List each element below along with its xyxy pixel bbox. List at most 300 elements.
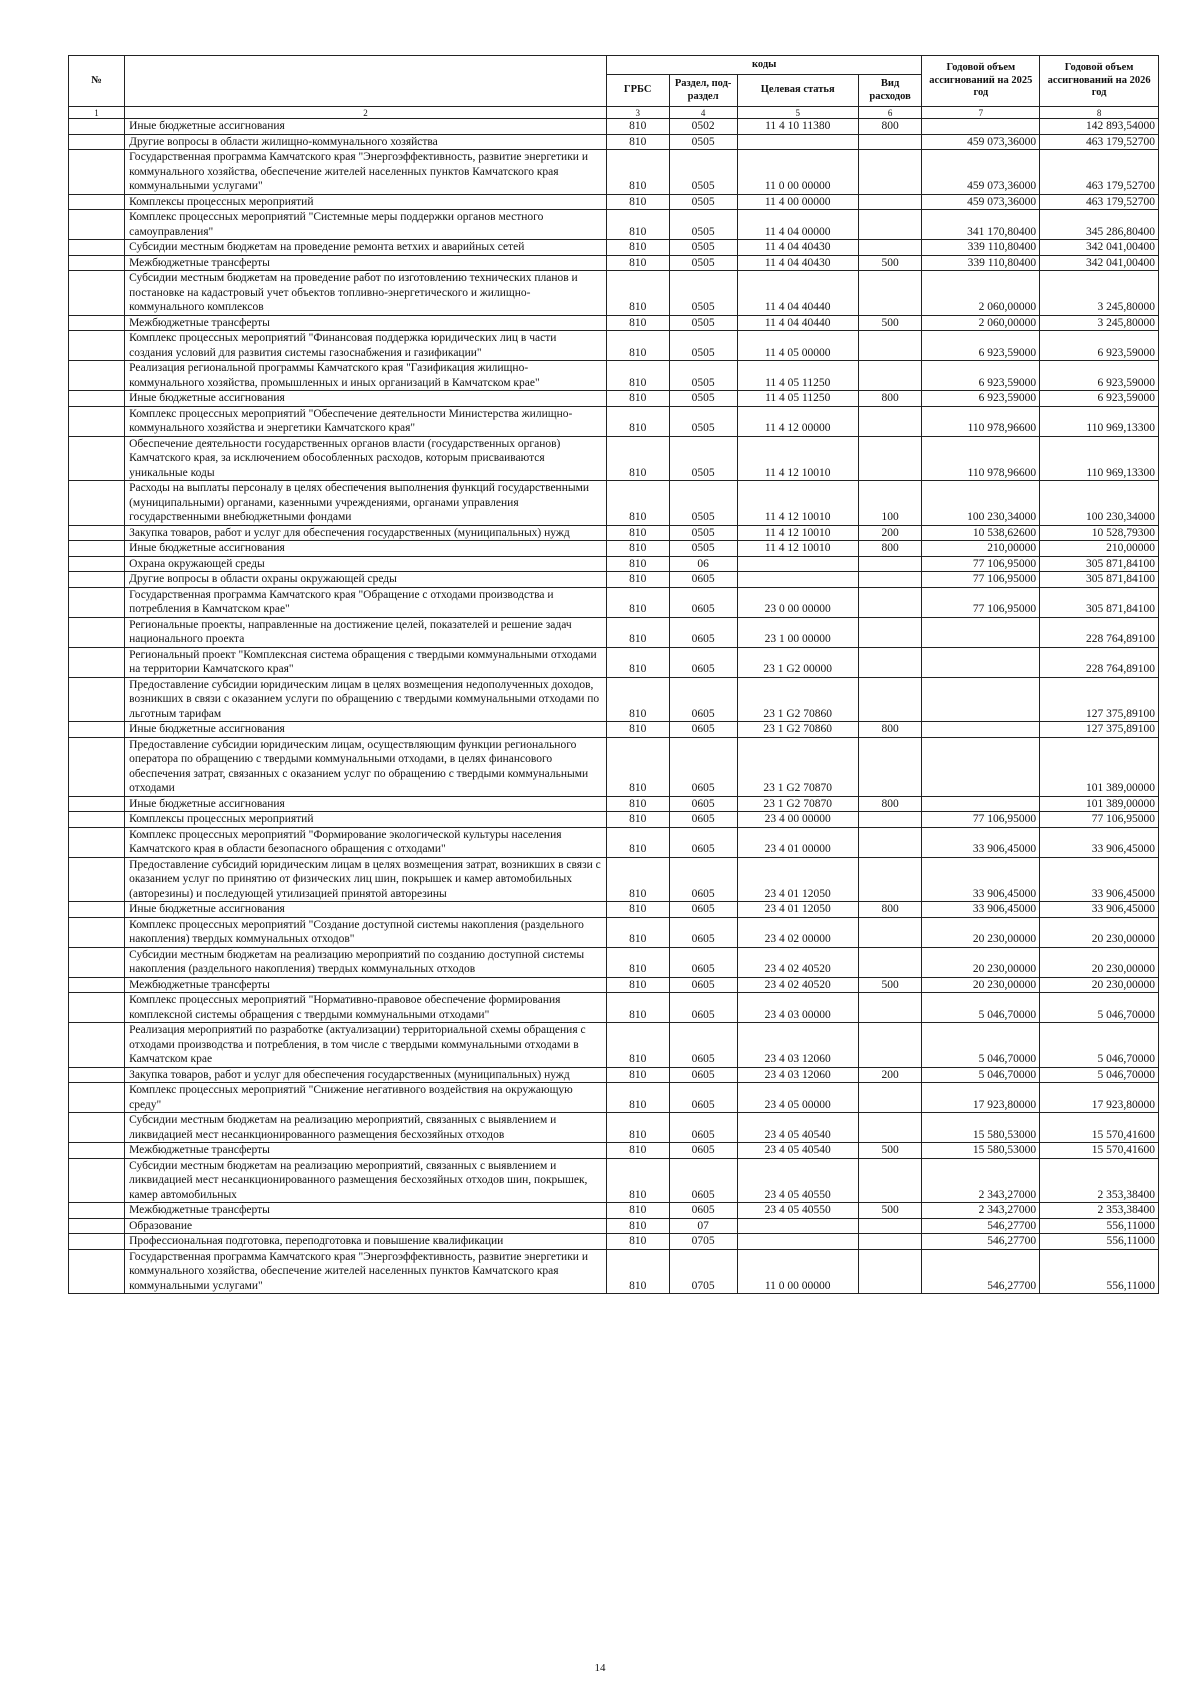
cell-2025	[922, 677, 1040, 722]
cell-2025: 459 073,36000	[922, 194, 1040, 210]
cell-target: 23 4 01 12050	[737, 857, 858, 902]
table-row	[69, 194, 1159, 210]
cell-target: 23 1 G2 00000	[737, 647, 858, 677]
cell-exptype	[858, 1023, 922, 1068]
cell-2026: 6 923,59000	[1040, 391, 1159, 407]
cell-2026: 210,00000	[1040, 541, 1159, 557]
table-row	[69, 1234, 1159, 1250]
cell-section: 0505	[669, 406, 737, 436]
cell-name: Иные бюджетные ассигнования	[125, 119, 607, 135]
cell-no	[69, 827, 125, 857]
header-codes: коды	[606, 56, 922, 75]
cell-grbs: 810	[606, 134, 669, 150]
header-2026: Годовой объем ассигнований на 2026 год	[1040, 56, 1159, 107]
cell-target: 23 1 G2 70870	[737, 796, 858, 812]
cell-2025: 210,00000	[922, 541, 1040, 557]
table-row	[69, 1203, 1159, 1219]
header-grbs: ГРБС	[606, 75, 669, 107]
cell-section: 0605	[669, 827, 737, 857]
cell-name: Иные бюджетные ассигнования	[125, 796, 607, 812]
cell-name: Комплекс процессных мероприятий "Снижение негативного воздействия на окружающую среду"	[125, 1083, 607, 1113]
cell-no	[69, 556, 125, 572]
cell-section: 0605	[669, 1203, 737, 1219]
cell-exptype: 500	[858, 315, 922, 331]
cell-grbs: 810	[606, 331, 669, 361]
cell-exptype	[858, 194, 922, 210]
table-row	[69, 391, 1159, 407]
cell-no	[69, 436, 125, 481]
cell-section: 0605	[669, 677, 737, 722]
cell-exptype	[858, 1249, 922, 1294]
cell-2026: 110 969,13300	[1040, 406, 1159, 436]
cell-2026: 3 245,80000	[1040, 315, 1159, 331]
cell-grbs: 810	[606, 796, 669, 812]
table-row	[69, 406, 1159, 436]
cell-target: 23 4 03 00000	[737, 993, 858, 1023]
cell-section: 0605	[669, 796, 737, 812]
cell-target: 11 4 04 40430	[737, 240, 858, 256]
cell-grbs: 810	[606, 240, 669, 256]
cell-section: 0605	[669, 993, 737, 1023]
cell-no	[69, 796, 125, 812]
cell-2026: 17 923,80000	[1040, 1083, 1159, 1113]
cell-2026: 463 179,52700	[1040, 194, 1159, 210]
cell-2025: 20 230,00000	[922, 977, 1040, 993]
cell-2026: 33 906,45000	[1040, 902, 1159, 918]
cell-2025: 17 923,80000	[922, 1083, 1040, 1113]
cell-name: Межбюджетные трансферты	[125, 977, 607, 993]
cell-2025: 6 923,59000	[922, 331, 1040, 361]
cell-no	[69, 902, 125, 918]
cell-2025: 339 110,80400	[922, 255, 1040, 271]
cell-target: 11 4 10 11380	[737, 119, 858, 135]
cell-section: 0605	[669, 917, 737, 947]
cell-2025: 546,27700	[922, 1218, 1040, 1234]
table-row	[69, 977, 1159, 993]
table-row	[69, 827, 1159, 857]
cell-name: Комплекс процессных мероприятий "Системные меры поддержки органов местного самоуправления"	[125, 210, 607, 240]
table-row	[69, 737, 1159, 796]
cell-exptype	[858, 240, 922, 256]
cell-target: 23 4 03 12060	[737, 1023, 858, 1068]
cell-grbs: 810	[606, 1234, 669, 1250]
cell-no	[69, 647, 125, 677]
cell-exptype	[858, 857, 922, 902]
cell-no	[69, 1158, 125, 1203]
cell-name: Другие вопросы в области охраны окружающей среды	[125, 572, 607, 588]
table-row	[69, 255, 1159, 271]
header-2025: Годовой объем ассигнований на 2025 год	[922, 56, 1040, 107]
cell-exptype	[858, 150, 922, 195]
cell-name: Охрана окружающей среды	[125, 556, 607, 572]
table-row	[69, 812, 1159, 828]
cell-name: Субсидии местным бюджетам на проведение ремонта ветхих и аварийных сетей	[125, 240, 607, 256]
cell-name: Региональные проекты, направленные на достижение целей, показателей и решение задач национального проекта	[125, 617, 607, 647]
cell-2026: 101 389,00000	[1040, 737, 1159, 796]
cell-grbs: 810	[606, 812, 669, 828]
cell-2026: 20 230,00000	[1040, 947, 1159, 977]
cell-name: Другие вопросы в области жилищно-коммунального хозяйства	[125, 134, 607, 150]
cell-section: 0505	[669, 271, 737, 316]
cell-name: Комплекс процессных мероприятий "Формирование экологической культуры населения Камчатского края в области безопасного обращения с отходами"	[125, 827, 607, 857]
cell-exptype	[858, 1158, 922, 1203]
table-row	[69, 1218, 1159, 1234]
cell-2026: 342 041,00400	[1040, 240, 1159, 256]
table-row	[69, 617, 1159, 647]
cell-target: 23 4 05 40550	[737, 1203, 858, 1219]
cell-exptype: 200	[858, 1067, 922, 1083]
cell-section: 0605	[669, 1023, 737, 1068]
cell-section: 0505	[669, 134, 737, 150]
cell-target	[737, 556, 858, 572]
cell-section: 0605	[669, 1067, 737, 1083]
budget-table-sheet	[68, 55, 1159, 1294]
table-row	[69, 1023, 1159, 1068]
cell-grbs: 810	[606, 541, 669, 557]
header-name	[125, 56, 607, 107]
table-body	[69, 119, 1159, 1294]
cell-2026: 5 046,70000	[1040, 1023, 1159, 1068]
cell-exptype: 500	[858, 255, 922, 271]
cell-grbs: 810	[606, 361, 669, 391]
cell-section: 06	[669, 556, 737, 572]
cell-2026: 77 106,95000	[1040, 812, 1159, 828]
cell-grbs: 810	[606, 1143, 669, 1159]
cell-exptype: 800	[858, 796, 922, 812]
cell-no	[69, 1249, 125, 1294]
cell-2025: 2 060,00000	[922, 315, 1040, 331]
table-row	[69, 647, 1159, 677]
cell-target: 11 4 12 10010	[737, 525, 858, 541]
cell-no	[69, 917, 125, 947]
table-row	[69, 210, 1159, 240]
header-row-codes	[69, 56, 1159, 75]
cell-section: 0605	[669, 647, 737, 677]
cell-name: Субсидии местным бюджетам на реализацию мероприятий по созданию доступной системы накопления (раздельного накопления) твердых коммунальных отходов	[125, 947, 607, 977]
cell-no	[69, 240, 125, 256]
cell-no	[69, 255, 125, 271]
cell-target: 11 4 00 00000	[737, 194, 858, 210]
cell-section: 0505	[669, 255, 737, 271]
cell-exptype	[858, 587, 922, 617]
cell-grbs: 810	[606, 1218, 669, 1234]
cell-2026: 305 871,84100	[1040, 556, 1159, 572]
cell-2026: 228 764,89100	[1040, 647, 1159, 677]
table-row	[69, 525, 1159, 541]
table-row	[69, 1158, 1159, 1203]
cell-2025: 100 230,34000	[922, 481, 1040, 526]
cell-no	[69, 525, 125, 541]
table-row	[69, 1113, 1159, 1143]
cell-grbs: 810	[606, 993, 669, 1023]
col-number: 4	[669, 107, 737, 119]
cell-2026: 33 906,45000	[1040, 857, 1159, 902]
cell-section: 0605	[669, 737, 737, 796]
table-row	[69, 857, 1159, 902]
cell-grbs: 810	[606, 587, 669, 617]
table-row	[69, 796, 1159, 812]
table-row	[69, 1083, 1159, 1113]
cell-no	[69, 194, 125, 210]
cell-exptype	[858, 993, 922, 1023]
cell-grbs: 810	[606, 391, 669, 407]
cell-exptype: 800	[858, 722, 922, 738]
table-row	[69, 436, 1159, 481]
cell-target: 23 1 G2 70860	[737, 677, 858, 722]
cell-no	[69, 1113, 125, 1143]
cell-2025: 77 106,95000	[922, 812, 1040, 828]
cell-name: Предоставление субсидии юридическим лицам в целях возмещения недополученных доходов, возникших в связи с оказанием услуги по обращению с твердыми коммунальными отходами по льготным тарифам	[125, 677, 607, 722]
cell-grbs: 810	[606, 194, 669, 210]
cell-name: Государственная программа Камчатского края "Энергоэффективность, развитие энергетики и коммунального хозяйства, обеспечение жителей населенных пунктов Камчатского края коммунальными услугами"	[125, 1249, 607, 1294]
cell-name: Закупка товаров, работ и услуг для обеспечения государственных (муниципальных) нужд	[125, 1067, 607, 1083]
cell-name: Предоставление субсидий юридическим лицам в целях возмещения затрат, возникших в связи с оказанием услуг по принятию от физических лиц шин, покрышек и камер автомобильных (авторезины) и последующей утилизацией принятой авторезины	[125, 857, 607, 902]
cell-target: 11 4 12 00000	[737, 406, 858, 436]
cell-section: 07	[669, 1218, 737, 1234]
cell-target: 23 1 G2 70860	[737, 722, 858, 738]
budget-table	[68, 55, 1159, 1294]
cell-no	[69, 541, 125, 557]
cell-no	[69, 1143, 125, 1159]
cell-section: 0505	[669, 436, 737, 481]
cell-no	[69, 331, 125, 361]
cell-exptype	[858, 827, 922, 857]
cell-name: Комплексы процессных мероприятий	[125, 812, 607, 828]
cell-grbs: 810	[606, 677, 669, 722]
col-number: 8	[1040, 107, 1159, 119]
cell-2025: 459 073,36000	[922, 134, 1040, 150]
cell-grbs: 810	[606, 902, 669, 918]
cell-target: 11 0 00 00000	[737, 150, 858, 195]
cell-no	[69, 406, 125, 436]
cell-2026: 127 375,89100	[1040, 677, 1159, 722]
cell-exptype	[858, 1218, 922, 1234]
cell-2026: 228 764,89100	[1040, 617, 1159, 647]
cell-name: Расходы на выплаты персоналу в целях обеспечения выполнения функций государственными (муниципальными) органами, казенными учреждениями, органами управления государственными внебюджетными фондами	[125, 481, 607, 526]
table-row	[69, 541, 1159, 557]
cell-2026: 305 871,84100	[1040, 572, 1159, 588]
cell-exptype	[858, 436, 922, 481]
cell-target: 11 4 05 00000	[737, 331, 858, 361]
cell-name: Государственная программа Камчатского края "Обращение с отходами производства и потребления в Камчатском крае"	[125, 587, 607, 617]
cell-2026: 6 923,59000	[1040, 361, 1159, 391]
cell-no	[69, 572, 125, 588]
cell-no	[69, 361, 125, 391]
cell-no	[69, 1083, 125, 1113]
cell-no	[69, 150, 125, 195]
cell-target	[737, 572, 858, 588]
cell-name: Субсидии местным бюджетам на реализацию мероприятий, связанных с выявлением и ликвидацией мест несанкционированного размещения бесхозяйных отходов	[125, 1113, 607, 1143]
cell-section: 0505	[669, 361, 737, 391]
cell-target: 11 4 04 00000	[737, 210, 858, 240]
cell-2025	[922, 617, 1040, 647]
cell-grbs: 810	[606, 150, 669, 195]
cell-no	[69, 481, 125, 526]
table-row	[69, 240, 1159, 256]
cell-no	[69, 587, 125, 617]
cell-target: 11 4 04 40430	[737, 255, 858, 271]
cell-2025: 20 230,00000	[922, 947, 1040, 977]
cell-name: Межбюджетные трансферты	[125, 255, 607, 271]
cell-exptype: 100	[858, 481, 922, 526]
cell-grbs: 810	[606, 315, 669, 331]
cell-2026: 20 230,00000	[1040, 977, 1159, 993]
cell-exptype: 800	[858, 902, 922, 918]
cell-2025: 33 906,45000	[922, 857, 1040, 902]
cell-2025: 15 580,53000	[922, 1143, 1040, 1159]
table-row	[69, 150, 1159, 195]
cell-no	[69, 977, 125, 993]
cell-exptype	[858, 572, 922, 588]
table-row	[69, 572, 1159, 588]
cell-exptype	[858, 677, 922, 722]
cell-no	[69, 1234, 125, 1250]
cell-target: 23 4 01 12050	[737, 902, 858, 918]
cell-exptype	[858, 134, 922, 150]
cell-name: Иные бюджетные ассигнования	[125, 541, 607, 557]
cell-2025: 546,27700	[922, 1249, 1040, 1294]
table-row	[69, 993, 1159, 1023]
cell-grbs: 810	[606, 827, 669, 857]
table-row	[69, 947, 1159, 977]
cell-2025: 6 923,59000	[922, 391, 1040, 407]
cell-2026: 100 230,34000	[1040, 481, 1159, 526]
cell-no	[69, 210, 125, 240]
cell-no	[69, 1067, 125, 1083]
cell-grbs: 810	[606, 481, 669, 526]
cell-exptype	[858, 1113, 922, 1143]
cell-2026: 15 570,41600	[1040, 1143, 1159, 1159]
cell-no	[69, 993, 125, 1023]
cell-no	[69, 119, 125, 135]
cell-section: 0505	[669, 210, 737, 240]
cell-grbs: 810	[606, 1203, 669, 1219]
cell-target: 23 4 05 40550	[737, 1158, 858, 1203]
cell-section: 0605	[669, 812, 737, 828]
cell-no	[69, 271, 125, 316]
cell-section: 0505	[669, 541, 737, 557]
cell-2026: 345 286,80400	[1040, 210, 1159, 240]
col-number: 7	[922, 107, 1040, 119]
cell-no	[69, 315, 125, 331]
cell-2026: 2 353,38400	[1040, 1158, 1159, 1203]
cell-name: Межбюджетные трансферты	[125, 1203, 607, 1219]
cell-2026: 3 245,80000	[1040, 271, 1159, 316]
cell-2025: 5 046,70000	[922, 1023, 1040, 1068]
cell-grbs: 810	[606, 1249, 669, 1294]
cell-2025: 341 170,80400	[922, 210, 1040, 240]
header-row-numbers	[69, 107, 1159, 119]
cell-grbs: 810	[606, 572, 669, 588]
col-number: 3	[606, 107, 669, 119]
cell-grbs: 810	[606, 1023, 669, 1068]
cell-exptype: 500	[858, 1203, 922, 1219]
cell-no	[69, 1218, 125, 1234]
table-row	[69, 1249, 1159, 1294]
cell-name: Межбюджетные трансферты	[125, 315, 607, 331]
cell-exptype	[858, 361, 922, 391]
cell-section: 0605	[669, 1083, 737, 1113]
cell-target: 23 1 00 00000	[737, 617, 858, 647]
cell-2025: 339 110,80400	[922, 240, 1040, 256]
table-row	[69, 481, 1159, 526]
table-row	[69, 587, 1159, 617]
cell-target: 23 4 01 00000	[737, 827, 858, 857]
cell-2025: 77 106,95000	[922, 587, 1040, 617]
cell-exptype: 500	[858, 977, 922, 993]
cell-exptype	[858, 1234, 922, 1250]
cell-2026: 5 046,70000	[1040, 993, 1159, 1023]
cell-target: 23 4 05 00000	[737, 1083, 858, 1113]
cell-2026: 305 871,84100	[1040, 587, 1159, 617]
cell-section: 0505	[669, 331, 737, 361]
cell-name: Реализация региональной программы Камчатского края "Газификация жилищно-коммунального хозяйства, промышленных и иных организаций в Камчатском крае"	[125, 361, 607, 391]
cell-2025: 77 106,95000	[922, 556, 1040, 572]
cell-section: 0505	[669, 240, 737, 256]
cell-grbs: 810	[606, 617, 669, 647]
cell-2025: 2 343,27000	[922, 1203, 1040, 1219]
cell-name: Обеспечение деятельности государственных органов власти (государственных органов) Камчатского края, за исключением обособленных расходов, которым присваиваются уникальные коды	[125, 436, 607, 481]
cell-section: 0605	[669, 617, 737, 647]
cell-2026: 33 906,45000	[1040, 827, 1159, 857]
table-row	[69, 677, 1159, 722]
cell-target	[737, 134, 858, 150]
col-number: 5	[737, 107, 858, 119]
cell-grbs: 810	[606, 556, 669, 572]
cell-grbs: 810	[606, 271, 669, 316]
cell-2025	[922, 737, 1040, 796]
cell-name: Комплекс процессных мероприятий "Финансовая поддержка юридических лиц в части создания условий для развития системы газоснабжения и газификации"	[125, 331, 607, 361]
cell-grbs: 810	[606, 210, 669, 240]
cell-section: 0505	[669, 481, 737, 526]
cell-section: 0505	[669, 150, 737, 195]
cell-target: 23 4 05 40540	[737, 1113, 858, 1143]
cell-section: 0605	[669, 977, 737, 993]
cell-grbs: 810	[606, 947, 669, 977]
table-row	[69, 1067, 1159, 1083]
cell-2026: 463 179,52700	[1040, 150, 1159, 195]
cell-exptype	[858, 1083, 922, 1113]
cell-no	[69, 391, 125, 407]
cell-exptype: 500	[858, 1143, 922, 1159]
table-row	[69, 315, 1159, 331]
cell-2025: 5 046,70000	[922, 993, 1040, 1023]
cell-no	[69, 1203, 125, 1219]
cell-name: Комплекс процессных мероприятий "Создание доступной системы накопления (раздельного накопления) твердых коммунальных отходов"	[125, 917, 607, 947]
cell-target	[737, 1234, 858, 1250]
cell-exptype	[858, 617, 922, 647]
cell-grbs: 810	[606, 737, 669, 796]
cell-2026: 15 570,41600	[1040, 1113, 1159, 1143]
col-number: 1	[69, 107, 125, 119]
cell-exptype	[858, 947, 922, 977]
cell-target: 11 4 05 11250	[737, 391, 858, 407]
cell-grbs: 810	[606, 722, 669, 738]
cell-section: 0705	[669, 1249, 737, 1294]
cell-no	[69, 812, 125, 828]
cell-name: Закупка товаров, работ и услуг для обеспечения государственных (муниципальных) нужд	[125, 525, 607, 541]
cell-2025: 77 106,95000	[922, 572, 1040, 588]
cell-section: 0705	[669, 1234, 737, 1250]
cell-2026: 110 969,13300	[1040, 436, 1159, 481]
table-row	[69, 1143, 1159, 1159]
cell-2026: 20 230,00000	[1040, 917, 1159, 947]
cell-2026: 556,11000	[1040, 1249, 1159, 1294]
cell-grbs: 810	[606, 857, 669, 902]
cell-2026: 127 375,89100	[1040, 722, 1159, 738]
cell-exptype	[858, 737, 922, 796]
cell-2025: 110 978,96600	[922, 406, 1040, 436]
